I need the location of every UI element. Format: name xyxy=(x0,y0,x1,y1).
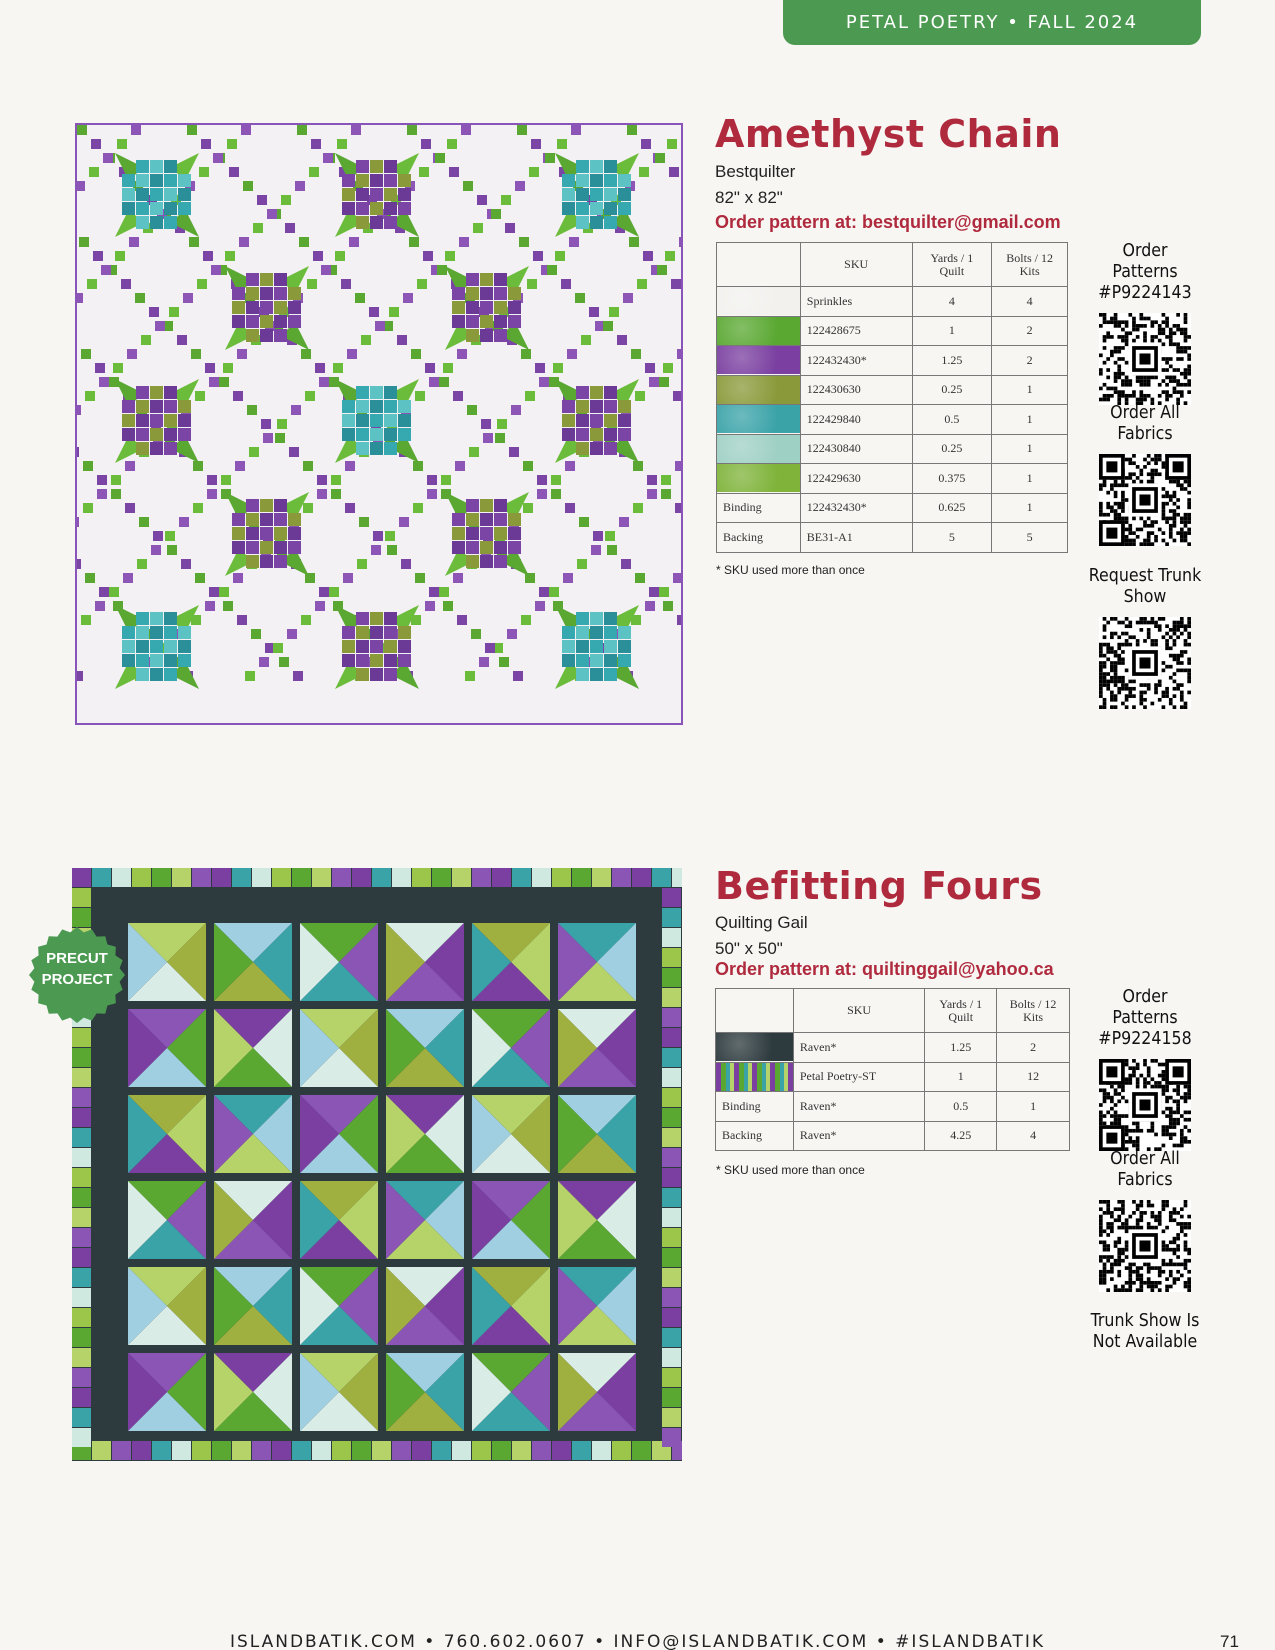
bolts-cell: 2 xyxy=(997,1033,1070,1063)
sku-cell: 122430630 xyxy=(800,375,912,405)
table-row xyxy=(716,1062,1070,1092)
yards-cell: 0.625 xyxy=(912,493,992,523)
qr-code-icon[interactable] xyxy=(1099,617,1191,709)
amethyst-chain-quilt-image xyxy=(75,123,683,725)
bolts-cell: 4 xyxy=(997,1121,1070,1151)
sku-cell: Raven* xyxy=(793,1121,925,1151)
yards-cell: 0.375 xyxy=(912,464,992,494)
yards-cell: 0.5 xyxy=(912,405,992,435)
table-footnote: * SKU used more than once xyxy=(716,1163,865,1177)
project-designer: Quilting Gail xyxy=(715,913,808,932)
project-size: 50" x 50" xyxy=(715,939,783,958)
sku-cell: Sprinkles xyxy=(800,287,912,317)
qr-order-patterns[interactable] xyxy=(1080,986,1210,1151)
qr-order-fabrics[interactable] xyxy=(1080,402,1210,546)
table-row xyxy=(717,346,1068,376)
fabric-swatch xyxy=(716,1033,794,1063)
precut-badge-text: PRECUT PROJECT xyxy=(41,950,113,988)
yards-cell: 4.25 xyxy=(925,1121,997,1151)
qr-code-icon[interactable] xyxy=(1099,454,1191,546)
yards-cell: 1.25 xyxy=(925,1033,997,1063)
project-size: 82" x 82" xyxy=(715,188,783,207)
fabric-swatch xyxy=(717,375,801,405)
table-header-yards: Yards / 1 Quilt xyxy=(925,989,997,1033)
qr-label: Order All Fabrics xyxy=(1110,402,1180,444)
fabric-table xyxy=(716,242,1068,553)
qr-trunk-show-unavailable xyxy=(1080,1310,1210,1352)
project-designer: Bestquilter xyxy=(715,162,796,181)
sku-cell: Raven* xyxy=(793,1092,925,1122)
table-header-bolts: Bolts / 12 Kits xyxy=(992,243,1068,287)
sku-cell: 122428675 xyxy=(800,316,912,346)
row-label: Binding xyxy=(716,1092,794,1122)
project-title: Amethyst Chain xyxy=(715,112,1062,156)
table-row xyxy=(716,1121,1070,1151)
fabric-swatch xyxy=(717,434,801,464)
sku-cell: 122429630 xyxy=(800,464,912,494)
table-header-sku: SKU xyxy=(800,243,912,287)
footer-contact: ISLANDBATIK.COM • 760.602.0607 • INFO@ISLANDBATIK.COM • #ISLANDBATIK xyxy=(229,1632,1046,1650)
row-label: Binding xyxy=(717,493,801,523)
qr-label: Order All Fabrics xyxy=(1110,1148,1180,1190)
order-pattern-email[interactable]: Order pattern at: bestquilter@gmail.com xyxy=(715,212,1061,232)
fabric-swatch xyxy=(717,287,801,317)
sku-cell: BE31-A1 xyxy=(800,523,912,553)
page-number: 71 xyxy=(1220,1632,1239,1650)
sku-cell: 122432430* xyxy=(800,493,912,523)
table-header-sku: SKU xyxy=(793,989,925,1033)
bolts-cell: 1 xyxy=(992,493,1068,523)
row-label: Backing xyxy=(716,1121,794,1151)
table-row xyxy=(717,523,1068,553)
fabric-swatch xyxy=(716,1062,794,1092)
yards-cell: 0.25 xyxy=(912,434,992,464)
yards-cell: 4 xyxy=(912,287,992,317)
yards-cell: 0.5 xyxy=(925,1092,997,1122)
sku-cell: 122429840 xyxy=(800,405,912,435)
table-header-blank xyxy=(716,989,794,1033)
yards-cell: 1 xyxy=(925,1062,997,1092)
table-row xyxy=(717,316,1068,346)
bolts-cell: 5 xyxy=(992,523,1068,553)
yards-cell: 1 xyxy=(912,316,992,346)
sku-cell: 122430840 xyxy=(800,434,912,464)
fabric-swatch xyxy=(717,464,801,494)
table-footnote: * SKU used more than once xyxy=(716,563,865,577)
row-label: Backing xyxy=(717,523,801,553)
table-row xyxy=(717,405,1068,435)
bolts-cell: 4 xyxy=(992,287,1068,317)
bolts-cell: 1 xyxy=(992,375,1068,405)
order-pattern-email[interactable]: Order pattern at: quiltinggail@yahoo.ca xyxy=(715,959,1054,979)
sku-cell: 122432430* xyxy=(800,346,912,376)
table-header-bolts: Bolts / 12 Kits xyxy=(997,989,1070,1033)
qr-order-patterns[interactable] xyxy=(1080,240,1210,405)
qr-label: Request Trunk Show xyxy=(1088,565,1202,607)
qr-order-fabrics[interactable] xyxy=(1080,1148,1210,1292)
befitting-fours-quilt-image xyxy=(72,868,682,1461)
yards-cell: 5 xyxy=(912,523,992,553)
qr-request-trunk-show[interactable] xyxy=(1080,565,1210,709)
bolts-cell: 1 xyxy=(992,464,1068,494)
fabric-table xyxy=(715,988,1070,1151)
table-row xyxy=(716,1033,1070,1063)
qr-code-icon[interactable] xyxy=(1099,313,1191,405)
qr-code-icon[interactable] xyxy=(1099,1200,1191,1292)
qr-code-icon[interactable] xyxy=(1099,1059,1191,1151)
bolts-cell: 2 xyxy=(992,316,1068,346)
project-title: Befitting Fours xyxy=(715,864,1043,908)
table-row xyxy=(717,375,1068,405)
bolts-cell: 1 xyxy=(992,405,1068,435)
yards-cell: 1.25 xyxy=(912,346,992,376)
table-row xyxy=(717,464,1068,494)
qr-label: Trunk Show Is Not Available xyxy=(1090,1310,1200,1352)
bolts-cell: 12 xyxy=(997,1062,1070,1092)
bolts-cell: 1 xyxy=(997,1092,1070,1122)
qr-label: Order Patterns #P9224158 xyxy=(1098,986,1192,1049)
table-header-yards: Yards / 1 Quilt xyxy=(912,243,992,287)
yards-cell: 0.25 xyxy=(912,375,992,405)
sku-cell: Petal Poetry-ST xyxy=(793,1062,925,1092)
table-row xyxy=(717,434,1068,464)
qr-label: Order Patterns #P9224143 xyxy=(1098,240,1192,303)
fabric-swatch xyxy=(717,316,801,346)
fabric-swatch xyxy=(717,405,801,435)
header-tab: PETAL POETRY • FALL 2024 xyxy=(783,0,1201,45)
table-row xyxy=(716,1092,1070,1122)
table-header-blank xyxy=(717,243,801,287)
table-row xyxy=(717,493,1068,523)
bolts-cell: 2 xyxy=(992,346,1068,376)
sku-cell: Raven* xyxy=(793,1033,925,1063)
fabric-swatch xyxy=(717,346,801,376)
table-row xyxy=(717,287,1068,317)
bolts-cell: 1 xyxy=(992,434,1068,464)
